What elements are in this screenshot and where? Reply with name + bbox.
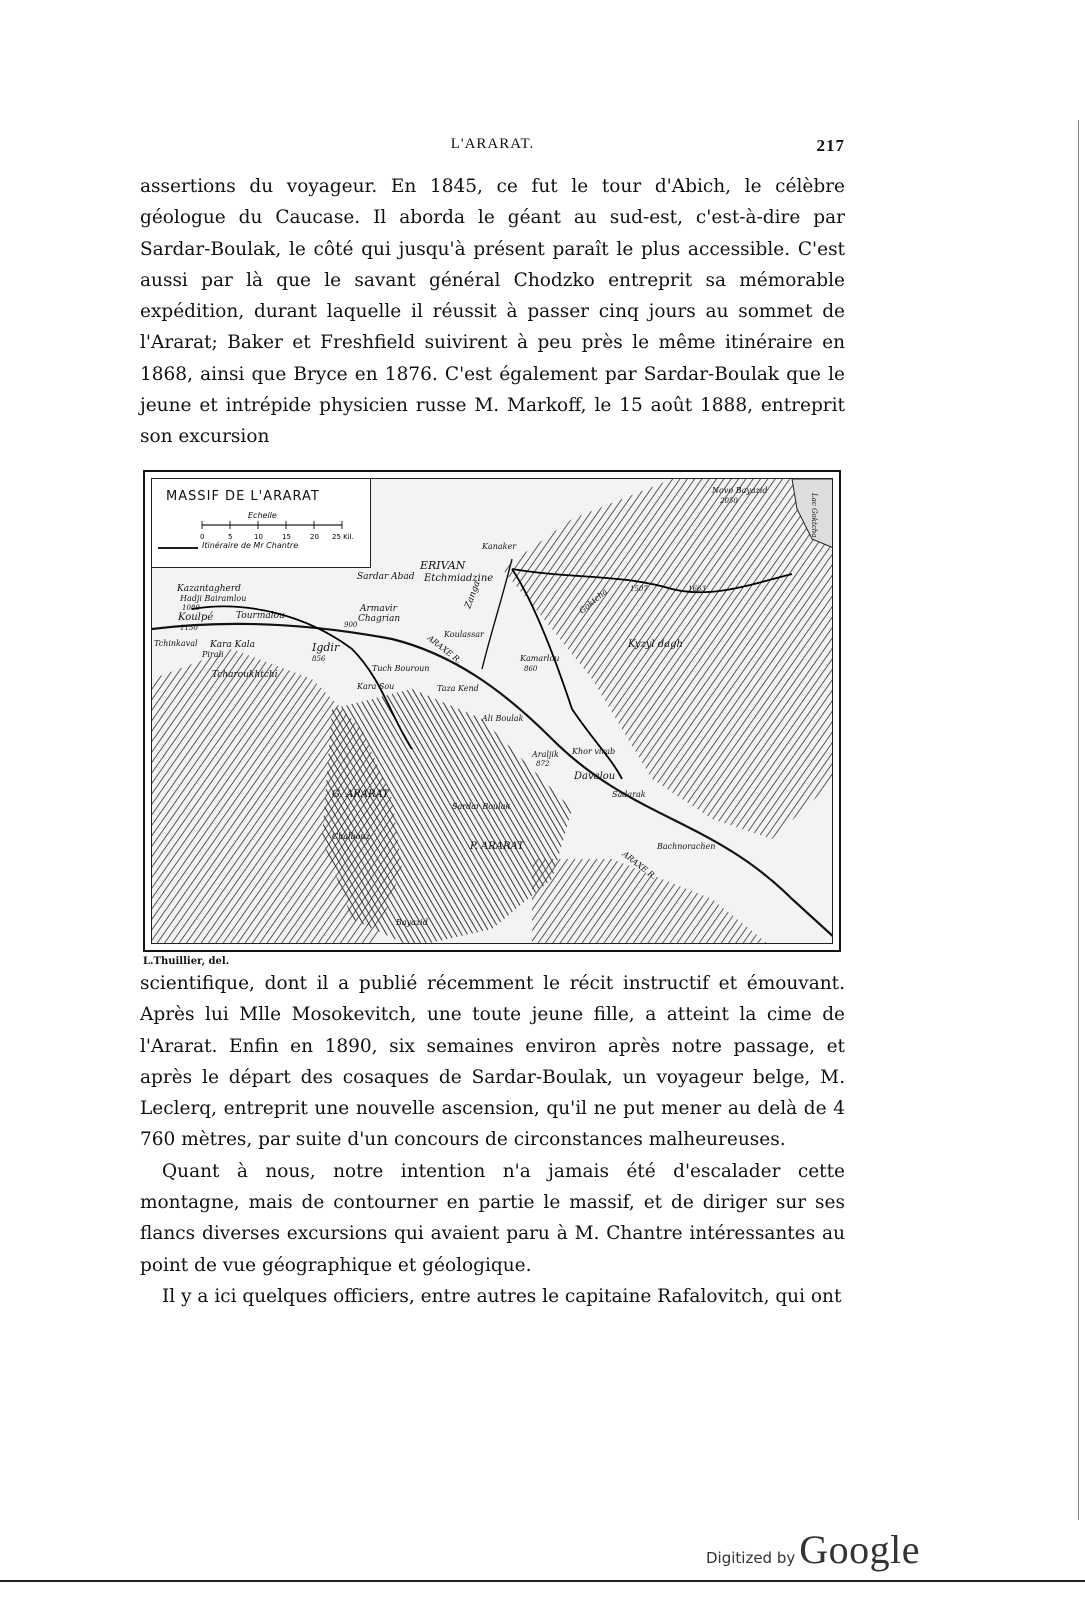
page-number: 217 bbox=[816, 136, 845, 155]
map-label-goktcha: Goktcha bbox=[577, 586, 610, 616]
map-title: MASSIF DE L'ARARAT bbox=[166, 489, 320, 504]
map-label-taza-kend: Taza Kend bbox=[437, 684, 479, 693]
map-label-armavir: Armavir bbox=[360, 604, 397, 614]
map-label-sardar-abad: Sardar Abad bbox=[357, 572, 415, 582]
scale-tick: 15 bbox=[282, 533, 291, 541]
map-label-g-ararat: G. ARARAT bbox=[332, 789, 389, 800]
map-label-etchmiadzine: Etchmiadzine bbox=[424, 573, 494, 584]
map-label-p-ararat: P. ARARAT bbox=[470, 841, 524, 852]
scale-tick: 5 bbox=[228, 533, 233, 541]
paragraph: Quant à nous, notre intention n'a jamais été d'escalader cette montagne, mais de contourner en partie le massif, et de diriger sur ses flancs diverses excursions qui avaient paru à M. Chantre intéressantes au point de vue géographique et géologique. bbox=[140, 1160, 845, 1276]
map-area bbox=[151, 478, 833, 944]
map-label-tchinkaval: Tchinkaval bbox=[154, 639, 198, 648]
map-label-zanga: Zanga bbox=[463, 579, 483, 611]
map-label-erivan: ERIVAN bbox=[420, 559, 466, 572]
scale-tick: 0 bbox=[200, 533, 205, 541]
digitized-label: Digitized by bbox=[706, 1549, 796, 1567]
map-credit: L.Thuillier, del. bbox=[143, 956, 230, 967]
map-label-koulassar: Koulassar bbox=[444, 630, 484, 639]
map-label-hadji-bairamlou: Hadji Bairamlou bbox=[180, 594, 247, 603]
map-label-chalbouz: Chalbouz bbox=[332, 832, 370, 841]
map-label-davalou: Davalou bbox=[574, 771, 616, 782]
map-label-tourmalou: Tourmalou bbox=[236, 611, 285, 621]
map-label-tuch-bouroun: Tuch Bouroun bbox=[372, 664, 430, 673]
map-label-araxe-2: ARAXE R. bbox=[620, 849, 659, 882]
route-legend-label: Itinéraire de Mr Chantre bbox=[202, 541, 299, 550]
scan-edge-right bbox=[1078, 120, 1079, 1520]
map-label-alt-1507: 1507 bbox=[630, 585, 648, 593]
map-label-alt-900: 900 bbox=[344, 621, 358, 629]
map-label-chagrian: Chagrian bbox=[358, 614, 401, 624]
body-text-top bbox=[140, 171, 845, 453]
map-label-araljik: Araljik bbox=[532, 750, 559, 759]
digitized-watermark bbox=[706, 1526, 920, 1576]
scale-tick: 10 bbox=[254, 533, 263, 541]
paragraph: scientifique, dont il a publié récemment le récit instructif et émouvant. Après lui Mlle Mosokevitch, une toute jeune fille, a atteint la cime de l'Ararat. Enfin en 1890, six semaines environ après notre passage, et après le départ des cosaques de Sardar-Boulak, un voyageur belge, M. Leclerq, entreprit une nouvelle ascension, qu'il ne put mener au delà de 4 760 mètres, par suite d'un concours de circonstances malheureuses. bbox=[140, 973, 845, 1151]
map-label-kyzyl-dagh: Kyzyl dagh bbox=[628, 639, 683, 650]
map-label-tcharoukhtchi: Tcharoukhtchi bbox=[212, 670, 278, 680]
map-label-alt-1663: 1663 bbox=[688, 585, 706, 593]
map-label-ali-boulak: Ali Boulak bbox=[482, 714, 524, 723]
map-label-koulpe: Koulpé bbox=[178, 612, 214, 623]
scale-tick: 25 Kil. bbox=[332, 533, 354, 541]
running-title: L'ARARAT. bbox=[450, 136, 535, 152]
map-figure bbox=[143, 470, 841, 952]
map-label-alt-2050: 2050 bbox=[720, 497, 738, 505]
body-text-bottom bbox=[140, 968, 845, 1312]
map-label-pirali: Pirali bbox=[202, 650, 224, 659]
route-legend-line bbox=[158, 545, 198, 551]
map-label-araxe-1: ARAXE R. bbox=[425, 633, 464, 666]
map-legend bbox=[152, 479, 371, 568]
map-label-kazantagherd: Kazantagherd bbox=[177, 584, 241, 594]
map-label-alt-1080: 1080 bbox=[182, 604, 200, 612]
map-label-alt-860: 860 bbox=[524, 665, 538, 673]
map-label-sardar-boulak: Sardar Boulak bbox=[452, 802, 511, 811]
map-label-kamarlou: Kamarlou bbox=[520, 654, 560, 663]
scale-bar bbox=[152, 519, 370, 543]
map-label-sadarak: Sadarak bbox=[612, 790, 646, 799]
map-label-novo-bayazid: Novo Bayazid bbox=[712, 486, 768, 495]
paragraph: Il y a ici quelques officiers, entre autres le capitaine Rafalovitch, qui ont bbox=[162, 1285, 842, 1307]
map-label-bayazid: Bayazid bbox=[396, 918, 428, 927]
google-wordmark: Google bbox=[799, 1527, 921, 1572]
map-label-lac-goktcha: Lac Goktcha bbox=[810, 493, 818, 538]
map-label-alt-872: 872 bbox=[536, 760, 550, 768]
map-label-kanaker: Kanaker bbox=[482, 542, 517, 551]
map-label-alt-1150: 1150 bbox=[180, 624, 198, 632]
map-label-khor-virab: Khor virab bbox=[572, 747, 616, 756]
scale-tick: 20 bbox=[310, 533, 319, 541]
scale-label: Echelle bbox=[248, 511, 277, 520]
scan-edge-line bbox=[0, 1580, 1085, 1582]
map-label-alt-856: 856 bbox=[312, 655, 326, 663]
map-label-kara-sou: Kara Sou bbox=[357, 682, 395, 691]
map-label-igdir: Igdir bbox=[312, 641, 340, 654]
map-label-bachnorachen: Bachnorachen bbox=[657, 842, 716, 851]
running-head bbox=[140, 136, 845, 158]
map-label-kara-kala: Kara Kala bbox=[210, 640, 255, 650]
paragraph: assertions du voyageur. En 1845, ce fut le tour d'Abich, le célèbre géologue du Caucase. Il aborda le géant au sud-est, c'est-à-dire par Sardar-Boulak, le côté qui jusqu'à présent paraît le plus accessible. C'est aussi par là que le savant général Chodzko entreprit sa mémorable expédition, durant laquelle il réussit à passer cinq jours au sommet de l'Ararat; Baker et Freshfield suivirent à peu près le même itinéraire en 1868, ainsi que Bryce en 1876. C'est également par Sardar-Boulak que le jeune et intrépide physicien russe M. Markoff, le 15 août 1888, entreprit son excursion bbox=[140, 176, 845, 448]
